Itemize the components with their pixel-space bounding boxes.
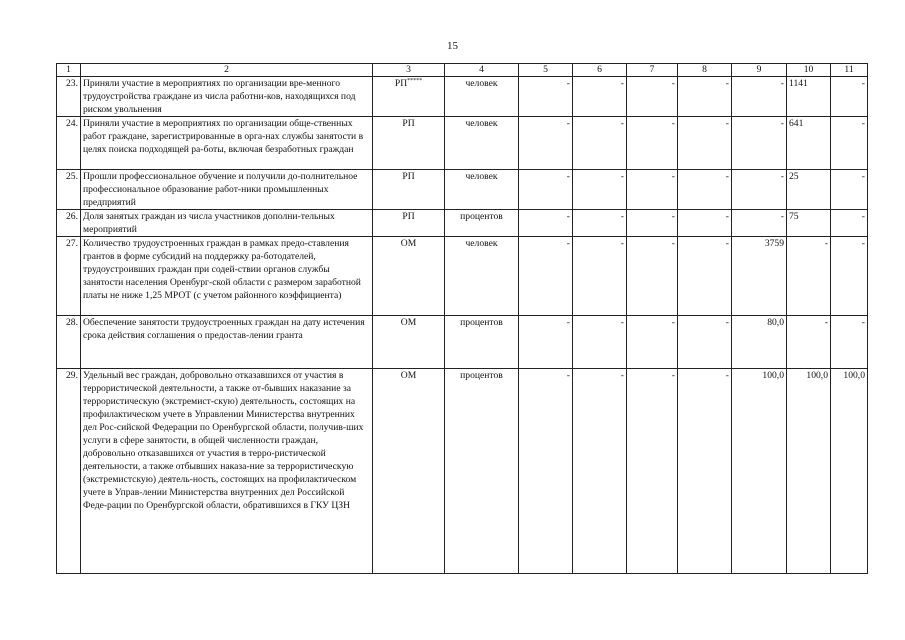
table-row	[57, 316, 868, 369]
value-col-10: 75	[787, 210, 831, 237]
indicator-source	[373, 117, 445, 170]
row-number: 28.	[57, 316, 81, 369]
value-col-11: -	[831, 237, 868, 316]
value-col-7: -	[627, 237, 678, 316]
indicator-source	[373, 237, 445, 316]
indicator-source	[373, 170, 445, 210]
value-col-8: -	[678, 237, 732, 316]
header-row	[57, 64, 868, 77]
value-col-5: -	[519, 237, 573, 316]
table-row	[57, 237, 868, 316]
value-col-11: -	[831, 117, 868, 170]
value-col-10: -	[787, 316, 831, 369]
indicator-name: Обеспечение занятости трудоустроенных граждан на дату истечения срока действия соглашения о предостав-лении гранта	[81, 316, 373, 369]
column-header-8: 8	[678, 64, 732, 77]
value-col-6: -	[573, 117, 627, 170]
value-col-9: 80,0	[732, 316, 787, 369]
value-col-10: 1141	[787, 77, 831, 117]
value-col-11: -	[831, 77, 868, 117]
value-col-7: -	[627, 316, 678, 369]
indicator-source	[373, 210, 445, 237]
value-col-5: -	[519, 316, 573, 369]
column-header-11: 11	[831, 64, 868, 77]
value-col-5: -	[519, 77, 573, 117]
table-row	[57, 369, 868, 574]
footnote-mark: *****	[407, 77, 423, 84]
column-header-7: 7	[627, 64, 678, 77]
table-row	[57, 170, 868, 210]
value-col-6: -	[573, 170, 627, 210]
table-row	[57, 210, 868, 237]
value-col-6: -	[573, 210, 627, 237]
unit-of-measure: человек	[445, 237, 519, 316]
indicator-name: Приняли участие в мероприятиях по организации обще-ственных работ граждане, зарегистрированные в орга-нах службы занятости в целях поиска подходящей ра-боты, включая безработных граждан	[81, 117, 373, 170]
page-number: 15	[447, 40, 458, 52]
value-col-6: -	[573, 316, 627, 369]
value-col-9: -	[732, 170, 787, 210]
value-col-10: -	[787, 237, 831, 316]
table-row	[57, 117, 868, 170]
value-col-9: 100,0	[732, 369, 787, 574]
column-header-10: 10	[787, 64, 831, 77]
value-col-10: 25	[787, 170, 831, 210]
row-number: 24.	[57, 117, 81, 170]
value-col-9: -	[732, 210, 787, 237]
table-row	[57, 77, 868, 117]
value-col-7: -	[627, 170, 678, 210]
table-body	[57, 64, 868, 574]
column-header-9: 9	[732, 64, 787, 77]
column-header-5: 5	[519, 64, 573, 77]
source-label: ОМ	[400, 238, 417, 249]
indicator-name: Удельный вес граждан, добровольно отказавшихся от участия в террористической деятельности, а также от-бывших наказание за террористическую (экстремист-скую) деятельность, состоящих на профилактическом учете в Управлении Министерства внутренних дел Рос-сийской Федерации по Оренбургской области, получив-ших услуги в сфере занятости, в общей численности граждан, добровольно отказавшихся от участия в терро-ристической деятельности, а также отбывших наказа-ние за террористическую (экстремистскую) деятель-ность, состоящих на профилактическом учете в Управ-лении Министерства внутренних дел Российской Феде-рации по Оренбургской области, обратившихся в ГКУ ЦЗН	[81, 369, 373, 574]
indicator-source	[373, 316, 445, 369]
indicator-name: Приняли участие в мероприятиях по организации вре-менного трудоустройства граждане из числа работни-ков, находящихся под риском увольнения	[81, 77, 373, 117]
indicator-source	[373, 369, 445, 574]
value-col-6: -	[573, 237, 627, 316]
value-col-11: -	[831, 170, 868, 210]
value-col-9: -	[732, 77, 787, 117]
value-col-10: 100,0	[787, 369, 831, 574]
value-col-11: -	[831, 210, 868, 237]
unit-of-measure: процентов	[445, 316, 519, 369]
indicator-name: Прошли профессиональное обучение и получили до-полнительное профессиональное образование работ-ники промышленных предприятий	[81, 170, 373, 210]
column-header-1: 1	[57, 64, 81, 77]
column-header-6: 6	[573, 64, 627, 77]
row-number: 29.	[57, 369, 81, 574]
row-number: 25.	[57, 170, 81, 210]
source-label: РП	[402, 118, 415, 129]
value-col-8: -	[678, 369, 732, 574]
value-col-8: -	[678, 117, 732, 170]
source-label: РП	[402, 211, 415, 222]
source-label: РП	[394, 78, 408, 89]
row-number: 26.	[57, 210, 81, 237]
value-col-8: -	[678, 170, 732, 210]
source-label: РП	[402, 171, 415, 182]
value-col-11: -	[831, 316, 868, 369]
row-number: 27.	[57, 237, 81, 316]
value-col-7: -	[627, 210, 678, 237]
value-col-10: 641	[787, 117, 831, 170]
unit-of-measure: процентов	[445, 369, 519, 574]
value-col-11: 100,0	[831, 369, 868, 574]
indicators-table	[56, 63, 868, 574]
unit-of-measure: процентов	[445, 210, 519, 237]
column-header-2: 2	[81, 64, 373, 77]
indicator-name: Доля занятых граждан из числа участников дополни-тельных мероприятий	[81, 210, 373, 237]
row-number: 23.	[57, 77, 81, 117]
indicator-source	[373, 77, 445, 117]
unit-of-measure: человек	[445, 77, 519, 117]
unit-of-measure: человек	[445, 117, 519, 170]
value-col-7: -	[627, 117, 678, 170]
value-col-6: -	[573, 369, 627, 574]
source-label: ОМ	[400, 317, 417, 328]
unit-of-measure: человек	[445, 170, 519, 210]
column-header-4: 4	[445, 64, 519, 77]
indicator-name: Количество трудоустроенных граждан в рамках предо-ставления грантов в форме субсидий на поддержку ра-ботодателей, трудоустроивших граждан при содей-ствии органов службы занятости населения Оренбург-ской области с размером заработной платы не ниже 1,25 МРОТ (с учетом районного коэффициента)	[81, 237, 373, 316]
value-col-9: -	[732, 117, 787, 170]
value-col-6: -	[573, 77, 627, 117]
value-col-5: -	[519, 369, 573, 574]
value-col-8: -	[678, 316, 732, 369]
value-col-9: 3759	[732, 237, 787, 316]
value-col-8: -	[678, 77, 732, 117]
value-col-7: -	[627, 77, 678, 117]
value-col-7: -	[627, 369, 678, 574]
value-col-5: -	[519, 210, 573, 237]
value-col-8: -	[678, 210, 732, 237]
value-col-5: -	[519, 117, 573, 170]
column-header-3: 3	[373, 64, 445, 77]
value-col-5: -	[519, 170, 573, 210]
source-label: ОМ	[400, 370, 417, 381]
